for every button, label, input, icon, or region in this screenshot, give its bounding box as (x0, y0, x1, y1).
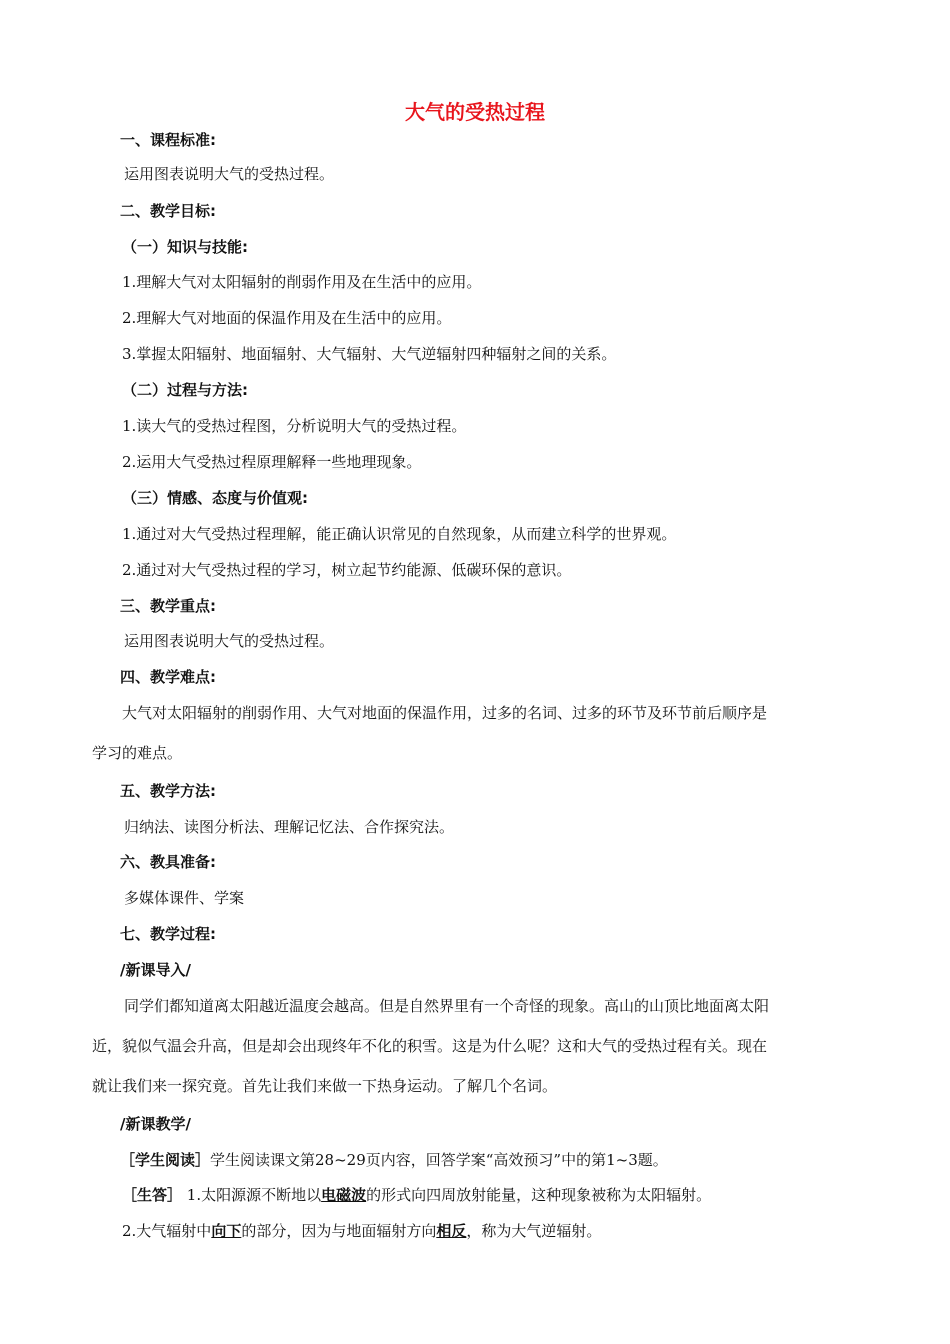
goal-item: 2.通过对大气受热过程的学习，树立起节约能源、低碳环保的意识。 (122, 561, 572, 579)
goal-item: 3.掌握太阳辐射、地面辐射、大气辐射、大气逆辐射四种辐射之间的关系。 (122, 345, 617, 363)
subheading-attitudes-values: （三）情感、态度与价值观: (122, 489, 308, 507)
section-heading-difficulties: 四、教学难点: (120, 668, 216, 686)
key-points-text: 运用图表说明大气的受热过程。 (124, 632, 335, 650)
answer-item-2 (122, 1221, 601, 1241)
section-heading-standard: 一、课程标准: (120, 131, 216, 149)
intro-heading: /新课导入/ (120, 961, 191, 979)
standard-text: 运用图表说明大气的受热过程。 (124, 165, 335, 183)
answer-text: 的形式向四周放射能量，这种现象被称为太阳辐射。 (366, 1186, 712, 1204)
difficulties-text-line-2: 学习的难点。 (92, 744, 183, 762)
subheading-process-methods: （二）过程与方法: (122, 381, 248, 399)
goal-item: 1.读大气的受热过程图，分析说明大气的受热过程。 (122, 417, 467, 435)
answer-keyword: 相反 (436, 1222, 467, 1240)
answer-keyword: 向下 (211, 1222, 242, 1240)
answer-keyword: 电磁波 (321, 1186, 367, 1204)
difficulties-text-line-1: 大气对太阳辐射的削弱作用、大气对地面的保温作用，过多的名词、过多的环节及环节前后顺序是 (122, 704, 768, 722)
goal-item: 1.理解大气对太阳辐射的削弱作用及在生活中的应用。 (122, 273, 482, 291)
intro-paragraph-line-1: 同学们都知道离太阳越近温度会越高。但是自然界里有一个奇怪的现象。高山的山顶比地面离太阳 (124, 997, 770, 1015)
materials-text: 多媒体课件、学案 (124, 889, 245, 907)
answer-tag: ［生答］ (122, 1186, 183, 1204)
answer-text: 的部分，因为与地面辐射方向 (241, 1222, 437, 1240)
section-heading-methods: 五、教学方法: (120, 782, 216, 800)
goal-item: 2.运用大气受热过程原理解释一些地理现象。 (122, 453, 422, 471)
teaching-heading: /新课教学/ (120, 1115, 191, 1133)
methods-text: 归纳法、读图分析法、理解记忆法、合作探究法。 (124, 818, 455, 836)
goal-item: 1.通过对大气受热过程理解，能正确认识常见的自然现象，从而建立科学的世界观。 (122, 525, 677, 543)
reading-text: 学生阅读课文第28~29页内容，回答学案“高效预习”中的第1~3题。 (210, 1151, 668, 1169)
intro-paragraph-line-3: 就让我们来一探究竟。首先让我们来做一下热身运动。了解几个名词。 (92, 1077, 558, 1095)
section-heading-materials: 六、教具准备: (120, 853, 216, 871)
goal-item: 2.理解大气对地面的保温作用及在生活中的应用。 (122, 309, 452, 327)
reading-task (120, 1150, 668, 1170)
answer-item-1 (122, 1185, 711, 1205)
section-heading-goals: 二、教学目标: (120, 202, 216, 220)
reading-tag: ［学生阅读］ (120, 1151, 211, 1169)
document-title: 大气的受热过程 (405, 100, 545, 124)
section-heading-process: 七、教学过程: (120, 925, 216, 943)
subheading-knowledge-skills: （一）知识与技能: (122, 238, 248, 256)
section-heading-key-points: 三、教学重点: (120, 597, 216, 615)
answer-text: 2.大气辐射中 (122, 1222, 212, 1240)
answer-text: ，称为大气逆辐射。 (466, 1222, 602, 1240)
intro-paragraph-line-2: 近，貌似气温会升高，但是却会出现终年不化的积雪。这是为什么呢？这和大气的受热过程有关。现在 (92, 1037, 768, 1055)
answer-text: 1.太阳源源不断地以 (186, 1186, 322, 1204)
